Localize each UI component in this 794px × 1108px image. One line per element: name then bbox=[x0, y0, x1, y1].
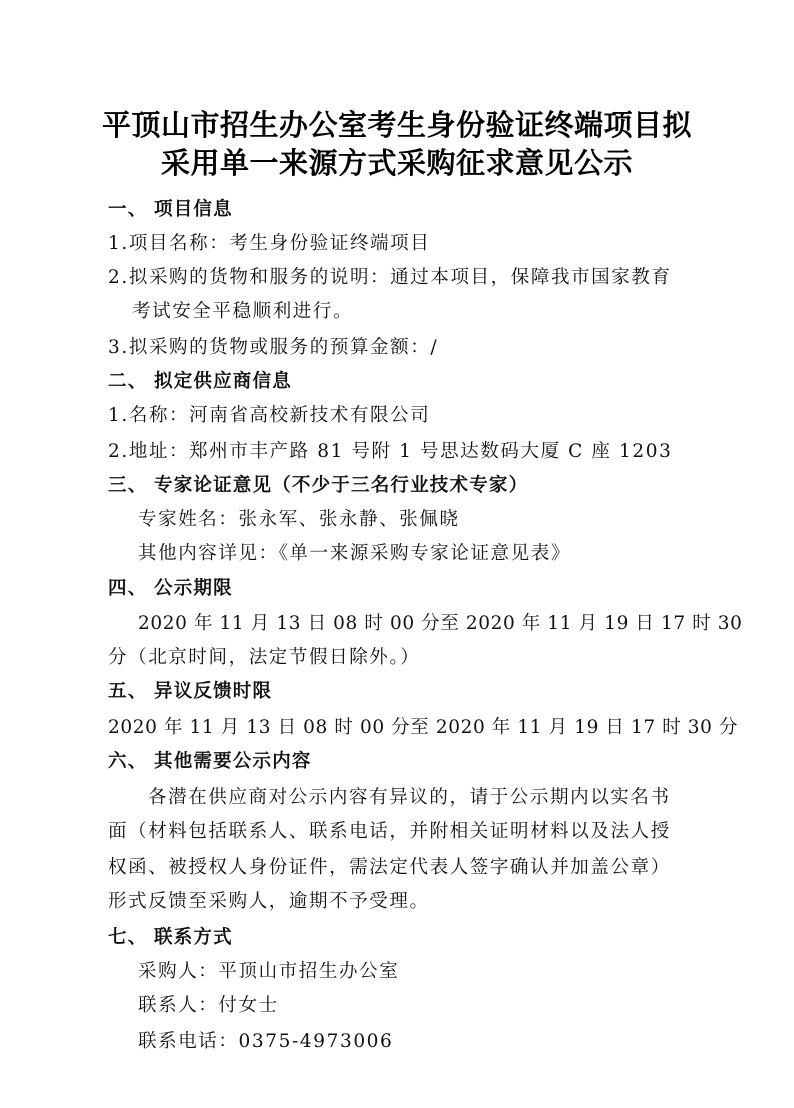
supplier-name-item: 1.名称：河南省高校新技术有限公司 bbox=[108, 405, 431, 426]
purchaser-info: 采购人：平顶山市招生办公室 bbox=[138, 961, 400, 982]
document-title-line-2: 采用单一来源方式采购征求意见公示 bbox=[160, 146, 633, 180]
goods-description-item-line-2: 考试安全平稳顺利进行。 bbox=[132, 301, 354, 322]
other-content-line-4: 形式反馈至采购人，逾期不予受理。 bbox=[108, 891, 430, 912]
section-heading-notice-period bbox=[108, 577, 233, 601]
notice-period-line-2: 分（北京时间，法定节假日除外。） bbox=[108, 647, 421, 668]
goods-description-item-line-1: 2.拟采购的货物和服务的说明：通过本项目，保障我市国家教育 bbox=[108, 267, 672, 288]
section-number: 三、 bbox=[108, 475, 148, 496]
section-heading-supplier-info bbox=[108, 370, 292, 394]
section-title: 专家论证意见（不少于三名行业技术专家） bbox=[154, 475, 529, 496]
section-title: 其他需要公示内容 bbox=[154, 751, 312, 772]
section-heading-contact bbox=[108, 926, 233, 950]
section-number: 一、 bbox=[108, 199, 148, 220]
section-number: 七、 bbox=[108, 927, 148, 948]
other-content-line-3: 权函、被授权人身份证件，需法定代表人签字确认并加盖公章） bbox=[108, 857, 671, 878]
document-title-line-1: 平顶山市招生办公室考生身份验证终端项目拟 bbox=[101, 108, 692, 142]
section-heading-project-info bbox=[108, 198, 233, 222]
section-title: 项目信息 bbox=[154, 199, 233, 220]
contact-phone: 联系电话：0375-4973006 bbox=[138, 1031, 394, 1052]
budget-amount-item: 3.拟采购的货物或服务的预算金额：/ bbox=[108, 337, 439, 358]
section-heading-objection-period bbox=[108, 680, 272, 704]
section-number: 五、 bbox=[108, 681, 148, 702]
notice-period-line-1: 2020 年 11 月 13 日 08 时 00 分至 2020 年 11 月 19 日 17 时 30 bbox=[138, 613, 743, 634]
expert-names: 专家姓名：张永军、张永静、张佩晓 bbox=[138, 509, 460, 530]
section-title: 拟定供应商信息 bbox=[154, 371, 292, 392]
section-number: 四、 bbox=[108, 578, 148, 599]
other-content-line-2: 面（材料包括联系人、联系电话，并附相关证明材料以及法人授 bbox=[108, 821, 671, 842]
expert-details-reference: 其他内容详见：《单一来源采购专家论证意见表》 bbox=[138, 543, 571, 564]
section-title: 异议反馈时限 bbox=[154, 681, 273, 702]
contact-person: 联系人：付女士 bbox=[138, 995, 279, 1016]
section-heading-other-content bbox=[108, 750, 312, 774]
supplier-address-item: 2.地址：郑州市丰产路 81 号附 1 号思达数码大厦 C 座 1203 bbox=[108, 441, 673, 462]
section-number: 二、 bbox=[108, 371, 148, 392]
other-content-line-1: 各潜在供应商对公示内容有异议的，请于公示期内以实名书 bbox=[148, 787, 671, 808]
section-title: 联系方式 bbox=[154, 927, 233, 948]
objection-period-line: 2020 年 11 月 13 日 08 时 00 分至 2020 年 11 月 19 日 17 时 30 分 bbox=[108, 717, 739, 738]
section-title: 公示期限 bbox=[154, 578, 233, 599]
section-number: 六、 bbox=[108, 751, 148, 772]
project-name-item: 1.项目名称：考生身份验证终端项目 bbox=[108, 233, 431, 254]
section-heading-expert-opinion bbox=[108, 474, 528, 498]
